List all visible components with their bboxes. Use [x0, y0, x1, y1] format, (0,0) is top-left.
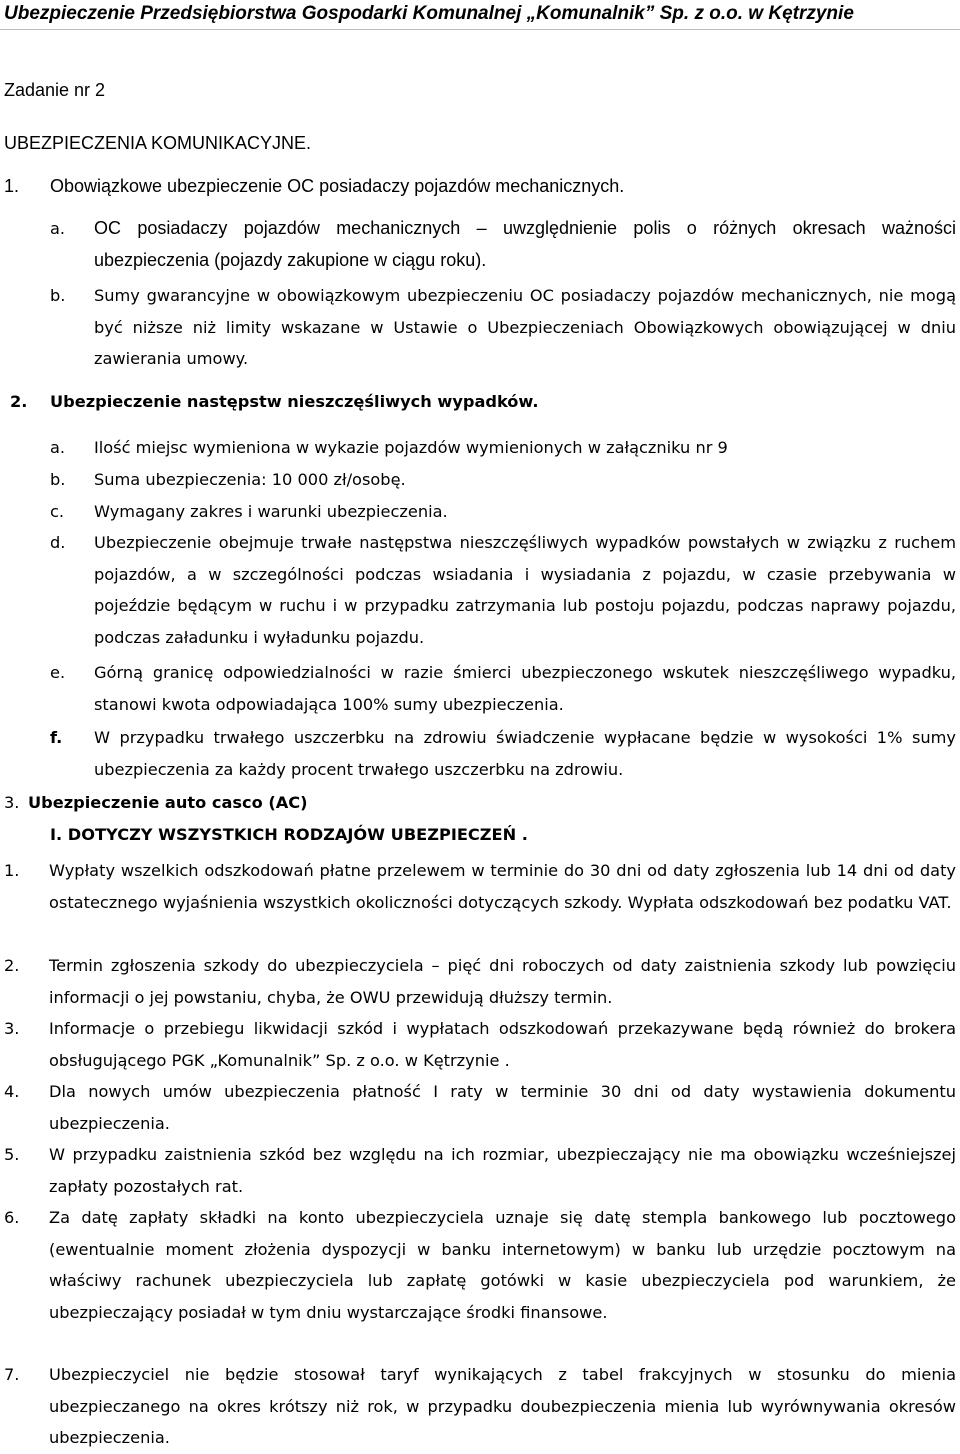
list-item	[4, 1013, 956, 1076]
list-item-text: OC posiadaczy pojazdów mechanicznych – uwzględnienie polis o różnych okresach ważności ubezpieczenia (pojazdy zakupione w ciągu roku).	[94, 218, 956, 270]
list-item-text: Dla nowych umów ubezpieczenia płatność I raty w terminie 30 dni od daty wystawienia dokumentu ubezpieczenia.	[49, 1082, 956, 1133]
list-item-marker: a.	[50, 219, 66, 238]
list-item-marker: 1.	[4, 861, 20, 880]
list-item-marker: 5.	[4, 1145, 20, 1164]
list-item-marker: 4.	[4, 1082, 20, 1101]
list-item	[4, 855, 956, 950]
list-item-marker: c.	[50, 502, 65, 521]
task-subtitle: UBEZPIECZENIA KOMUNIKACYJNE.	[4, 133, 312, 153]
header-rule	[0, 29, 960, 30]
list-item-text: Sumy gwarancyjne w obowiązkowym ubezpieczeniu OC posiadaczy pojazdów mechanicznych, nie mogą być niższe niż limity wskazane w Ustawie o Ubezpieczeniach Obowiązkowych obowiązującej w dniu zawierania umowy.	[94, 286, 956, 368]
list-item-text: Ubezpieczenie obejmuje trwałe następstwa nieszczęśliwych wypadków powstałych w związku z ruchem pojazdów, a w szczególności podczas wsiadania i wysiadania z pojazdu, w czasie przebywania w pojeździe będącym w ruchu i w przypadku zatrzymania lub postoju pojazdu, podczas naprawy pojazdu, podczas załadunku i wyładunku pojazdu.	[94, 533, 956, 647]
list-item-text: Suma ubezpieczenia: 10 000 zł/osobę.	[94, 470, 406, 489]
list-item	[50, 432, 956, 464]
list-item-marker: b.	[50, 286, 66, 305]
section2-marker: 2.	[10, 392, 28, 411]
general-section-title: I. DOTYCZY WSZYSTKICH RODZAJÓW UBEZPIECZEŃ .	[50, 825, 528, 844]
list-item-text: W przypadku trwałego uszczerbku na zdrowiu świadczenie wypłacane będzie w wysokości 1% sumy ubezpieczenia za każdy procent trwałego uszczerbku na zdrowiu.	[94, 728, 956, 779]
list-item-text: Górną granicę odpowiedzialności w razie śmierci ubezpieczonego wskutek nieszczęśliwego wypadku, stanowi kwota odpowiadająca 100% sumy ubezpieczenia.	[94, 663, 956, 714]
section1-title: Obowiązkowe ubezpieczenie OC posiadaczy pojazdów mechanicznych.	[50, 176, 625, 196]
list-item-marker: 2.	[4, 956, 20, 975]
list-item	[4, 1359, 956, 1452]
list-item-marker: 3.	[4, 1019, 20, 1038]
list-item	[50, 657, 956, 720]
list-item	[50, 464, 956, 496]
list-item-text: W przypadku zaistnienia szkód bez względu na ich rozmiar, ubezpieczający nie ma obowiązku wcześniejszej zapłaty pozostałych rat.	[49, 1145, 956, 1196]
list-item-marker: d.	[50, 533, 66, 552]
list-item-text: Termin zgłoszenia szkody do ubezpieczyciela – pięć dni roboczych od daty zaistnienia szkody lub powzięciu informacji o jej powstaniu, chyba, że OWU przewidują dłuższy termin.	[49, 956, 956, 1007]
list-item	[4, 1202, 956, 1360]
section3-title: Ubezpieczenie auto casco (AC)	[28, 793, 308, 812]
list-item-text: Wymagany zakres i warunki ubezpieczenia.	[94, 502, 448, 521]
list-item	[50, 280, 956, 375]
list-item-text: Za datę zapłaty składki na konto ubezpieczyciela uznaje się datę stempla bankowego lub pocztowego (ewentualnie moment złożenia dyspozycji w banku internetowym) w banku lub urzędzie pocztowym na właściwy rachunek ubezpieczyciela lub zapłatę gotówki w kasie ubezpieczyciela pod warunkiem, że ubezpieczający posiadał w tym dniu wystarczające środki finansowe.	[49, 1208, 956, 1322]
list-item-marker: 6.	[4, 1208, 20, 1227]
section3-marker: 3.	[4, 793, 20, 812]
list-item-text: Ubezpieczyciel nie będzie stosował taryf wynikających z tabel frakcyjnych w stosunku do mienia ubezpieczanego na okres krótszy niż rok, w przypadku doubezpieczenia mienia lub wyrównywania okresów ubezpieczenia.	[49, 1365, 956, 1447]
list-item	[50, 213, 956, 276]
list-item-text: Ilość miejsc wymieniona w wykazie pojazdów wymienionych w załączniku nr 9	[94, 438, 728, 457]
list-item-text: Wypłaty wszelkich odszkodowań płatne przelewem w terminie do 30 dni od daty zgłoszenia lub 14 dni od daty ostatecznego wyjaśnienia wszystkich okoliczności dotyczących szkody. Wypłata odszkodowań bez podatku VAT.	[49, 861, 956, 912]
list-item	[50, 527, 956, 654]
list-item	[4, 1076, 956, 1139]
list-item	[50, 496, 956, 528]
list-item	[4, 950, 956, 1013]
list-item-marker: b.	[50, 470, 66, 489]
task-title: Zadanie nr 2	[4, 80, 106, 100]
page-header-title: Ubezpieczenie Przedsiębiorstwa Gospodarki Komunalnej „Komunalnik” Sp. z o.o. w Kętrzynie	[4, 3, 854, 24]
list-item-text: Informacje o przebiegu likwidacji szkód i wypłatach odszkodowań przekazywane będą również do brokera obsługującego PGK „Komunalnik” Sp. z o.o. w Kętrzynie .	[49, 1019, 956, 1070]
list-item-marker: 7.	[4, 1365, 20, 1384]
section1-marker: 1.	[4, 176, 20, 196]
list-item	[4, 1139, 956, 1202]
list-item	[50, 722, 956, 785]
list-item-marker: a.	[50, 438, 66, 457]
list-item-marker: e.	[50, 663, 66, 682]
list-item-marker: f.	[50, 728, 63, 747]
section2-title: Ubezpieczenie następstw nieszczęśliwych wypadków.	[50, 392, 539, 411]
